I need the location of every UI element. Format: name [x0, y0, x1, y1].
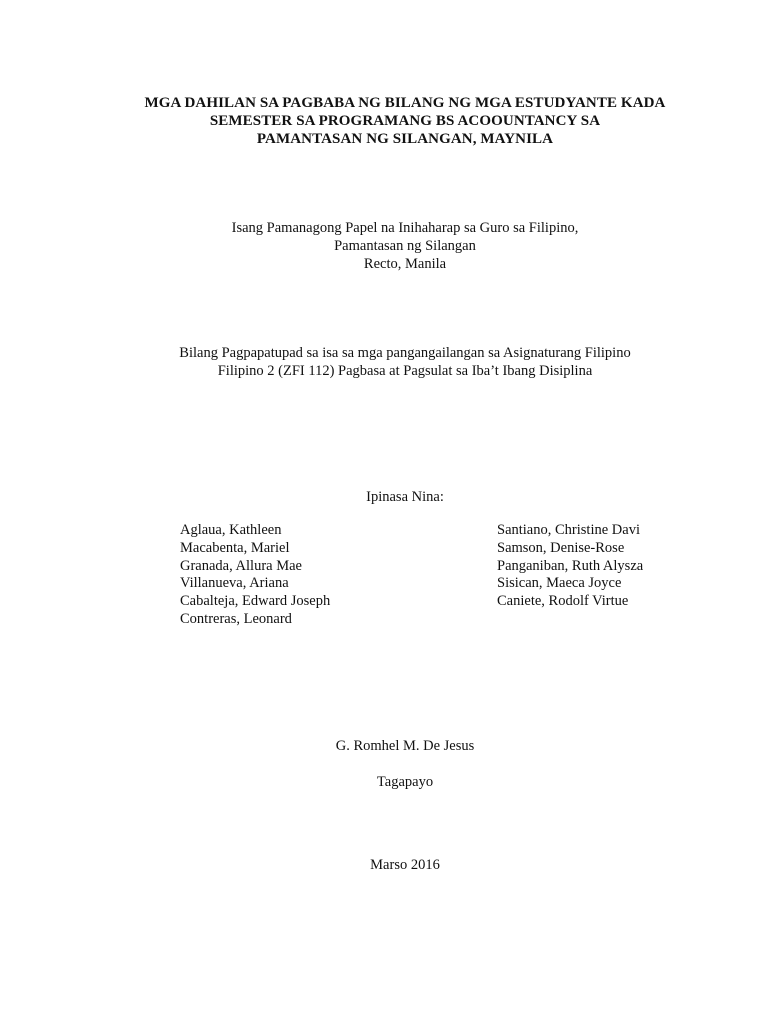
author-name: Santiano, Christine Davi	[497, 522, 640, 538]
author-name: Samson, Denise-Rose	[497, 539, 625, 556]
author-name: Granada, Allura Mae	[180, 557, 302, 574]
author-name: Panganiban, Ruth Alysza	[497, 557, 644, 574]
document-subtitle	[35, 219, 768, 273]
author-name: Aglaua, Kathleen	[180, 522, 282, 538]
author-name: Macabenta, Mariel	[180, 539, 290, 556]
author-name: Contreras, Leonard	[180, 610, 292, 627]
author-name: Caniete, Rodolf Virtue	[497, 593, 629, 610]
title-line-3: PAMANTASAN NG SILANGAN, MAYNILA	[256, 131, 554, 147]
subtitle-line-1: Isang Pamanagong Papel na Inihaharap sa Guro sa Filipino,	[231, 220, 579, 236]
author-name: Cabalteja, Edward Joseph	[180, 593, 331, 610]
author-name: Villanueva, Ariana	[180, 575, 289, 592]
document-date: Marso 2016	[370, 857, 440, 873]
subtitle-line-2: Pamantasan ng Silangan	[334, 238, 476, 254]
submitted-by-label: Ipinasa Nina:	[366, 489, 444, 505]
requirement-line-1: Bilang Pagpapatupad sa isa sa mga pangangailangan sa Asignaturang Filipino	[179, 345, 631, 361]
requirement-line-2: Filipino 2 (ZFI 112) Pagbasa at Pagsulat sa Iba’t Ibang Disiplina	[217, 363, 593, 379]
title-line-1: MGA DAHILAN SA PAGBABA NG BILANG NG MGA ESTUDYANTE KADA	[144, 95, 666, 111]
subtitle-line-3: Recto, Manila	[363, 256, 447, 272]
author-name: Sisican, Maeca Joyce	[497, 575, 622, 592]
adviser-name: G. Romhel M. De Jesus	[335, 738, 475, 754]
adviser-role: Tagapayo	[376, 774, 434, 790]
title-line-2: SEMESTER SA PROGRAMANG BS ACOOUNTANCY SA	[209, 113, 601, 129]
document-title	[40, 94, 768, 148]
authors-right-column	[497, 522, 643, 611]
authors-left-column	[180, 522, 330, 629]
requirement-statement	[35, 344, 768, 380]
